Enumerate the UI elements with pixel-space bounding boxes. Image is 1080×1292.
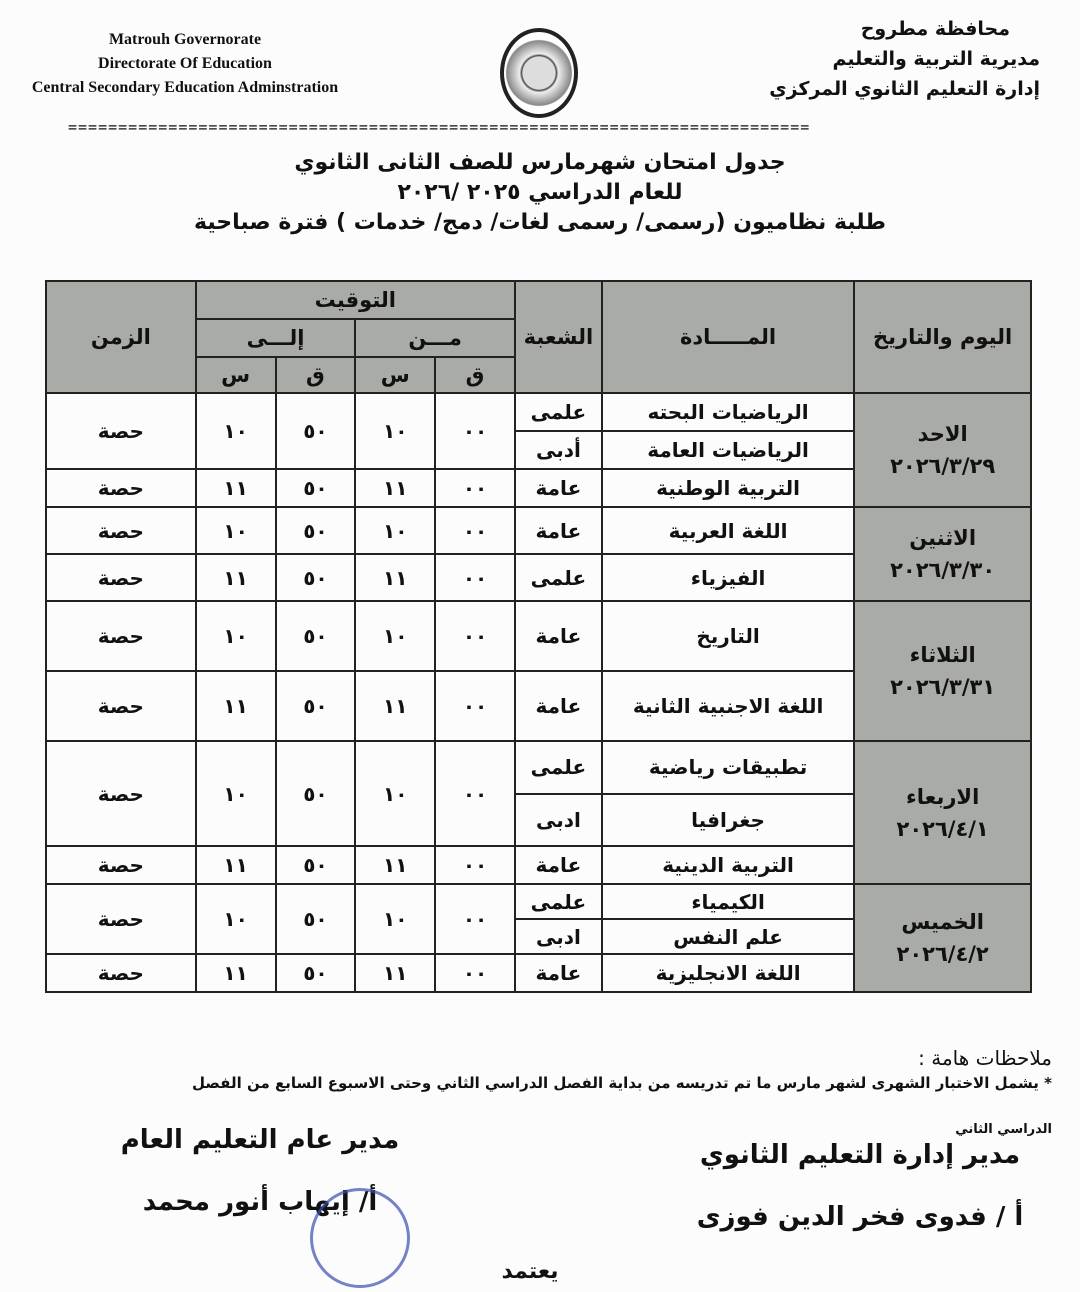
duration-cell: حصة [46, 393, 196, 469]
general-director-name: أ/ إيهاب أنور محمد [142, 1187, 378, 1217]
subject-cell: الكيمياء [602, 884, 854, 919]
official-stamp [310, 1188, 410, 1288]
header-day-date: اليوم والتاريخ [854, 281, 1031, 393]
subject-cell: الرياضيات العامة [602, 431, 854, 469]
english-header [20, 28, 350, 100]
note-line-1: * يشمل الاختبار الشهرى لشهر مارس ما تم تدريسه من بداية الفصل الدراسي الثاني وحتى الاسبوع السابع من الفصل [192, 1074, 1052, 1092]
to-hour-cell: ١١ [196, 954, 276, 992]
to-minute-cell: ٥٠ [276, 884, 356, 954]
table-row [46, 507, 1031, 554]
exam-schedule-table [45, 280, 1032, 993]
header-timing: التوقيت [196, 281, 515, 319]
day-name: الاربعاء [905, 784, 980, 809]
to-hour-cell: ١٠ [196, 741, 276, 846]
exam-date: ٢٠٢٦/٣/٣١ [890, 675, 996, 699]
subject-cell: علم النفس [602, 919, 854, 954]
subject-cell: الرياضيات البحته [602, 393, 854, 431]
from-minute-cell: ٠٠ [435, 393, 515, 469]
duration-cell: حصة [46, 954, 196, 992]
from-hour-cell: ١١ [355, 954, 435, 992]
from-minute-cell: ٠٠ [435, 846, 515, 884]
from-minute-cell: ٠٠ [435, 671, 515, 741]
notes-title: ملاحظات هامة : [918, 1046, 1052, 1070]
title-line-1: جدول امتحان شهرمارس للصف الثانى الثانوي [294, 150, 786, 175]
from-hour-cell: ١١ [355, 554, 435, 601]
subject-cell: اللغة الاجنبية الثانية [602, 671, 854, 741]
from-hour-cell: ١٠ [355, 884, 435, 954]
from-hour-cell: ١١ [355, 469, 435, 507]
from-minute-cell: ٠٠ [435, 469, 515, 507]
secondary-director-signature [695, 1140, 1025, 1232]
day-date-cell [854, 393, 1031, 507]
branch-cell: عامة [515, 846, 602, 884]
secondary-director-name: أ / فدوى فخر الدين فوزى [696, 1202, 1024, 1232]
from-hour-cell: ١١ [355, 846, 435, 884]
branch-cell: علمى [515, 393, 602, 431]
subject-cell: تطبيقات رياضية [602, 741, 854, 794]
branch-cell: ادبى [515, 919, 602, 954]
secondary-director-title: مدير إدارة التعليم الثانوي [699, 1140, 1021, 1170]
subject-cell: التربية الوطنية [602, 469, 854, 507]
branch-cell: ادبى [515, 794, 602, 847]
day-date-cell [854, 601, 1031, 741]
duration-cell: حصة [46, 601, 196, 671]
branch-cell: أدبى [515, 431, 602, 469]
from-minute-cell: ٠٠ [435, 601, 515, 671]
table-row [46, 601, 1031, 671]
from-hour-cell: ١٠ [355, 741, 435, 846]
to-hour-cell: ١١ [196, 554, 276, 601]
administration-ar: إدارة التعليم الثانوي المركزي [769, 78, 1040, 100]
from-hour-cell: ١٠ [355, 507, 435, 554]
to-minute-cell: ٥٠ [276, 393, 356, 469]
from-hour-cell: ١٠ [355, 393, 435, 469]
to-minute-cell: ٥٠ [276, 469, 356, 507]
from-minute-cell: ٠٠ [435, 884, 515, 954]
from-minute-cell: ٠٠ [435, 954, 515, 992]
table-row [46, 884, 1031, 919]
exam-date: ٢٠٢٦/٤/١ [896, 816, 989, 841]
to-hour-cell: ١٠ [196, 601, 276, 671]
subject-cell: اللغة العربية [602, 507, 854, 554]
governorate-en: Matrouh Governorate [108, 31, 262, 48]
duration-cell: حصة [46, 469, 196, 507]
branch-cell: عامة [515, 601, 602, 671]
to-minute-cell: ٥٠ [276, 954, 356, 992]
header-from-hour: س [355, 357, 435, 393]
header-duration: الزمن [46, 281, 196, 393]
header-to-minute: ق [276, 357, 356, 393]
to-minute-cell: ٥٠ [276, 846, 356, 884]
governorate-ar: محافظة مطروح [860, 18, 1010, 40]
exam-date: ٢٠٢٦/٤/٢ [896, 942, 989, 966]
branch-cell: عامة [515, 671, 602, 741]
to-minute-cell: ٥٠ [276, 601, 356, 671]
branch-cell: علمى [515, 741, 602, 794]
general-director-title: مدير عام التعليم العام [120, 1125, 400, 1155]
document-title [0, 148, 1080, 238]
to-hour-cell: ١١ [196, 846, 276, 884]
from-hour-cell: ١٠ [355, 601, 435, 671]
to-minute-cell: ٥٠ [276, 741, 356, 846]
header-to-hour: س [196, 357, 276, 393]
branch-cell: عامة [515, 469, 602, 507]
table-row [46, 741, 1031, 794]
subject-cell: الفيزياء [602, 554, 854, 601]
header-from-minute: ق [435, 357, 515, 393]
duration-cell: حصة [46, 554, 196, 601]
approval-label: يعتمد [501, 1259, 559, 1284]
administration-en: Central Secondary Education Adminstration [31, 79, 339, 96]
header-to: إلـــى [196, 319, 356, 357]
ministry-logo [500, 28, 578, 118]
subject-cell: التربية الدينية [602, 846, 854, 884]
subject-cell: جغرافيا [602, 794, 854, 847]
to-hour-cell: ١١ [196, 671, 276, 741]
day-name: الثلاثاء [909, 643, 976, 667]
duration-cell: حصة [46, 846, 196, 884]
branch-cell: عامة [515, 954, 602, 992]
separator-line: ========================================================================== [68, 118, 811, 136]
notes-section [12, 1046, 1052, 1137]
to-hour-cell: ١٠ [196, 393, 276, 469]
day-date-cell [854, 884, 1031, 992]
duration-cell: حصة [46, 507, 196, 554]
branch-cell: عامة [515, 507, 602, 554]
branch-cell: علمى [515, 884, 602, 919]
duration-cell: حصة [46, 741, 196, 846]
day-name: الاثنين [909, 526, 977, 550]
to-hour-cell: ١١ [196, 469, 276, 507]
from-minute-cell: ٠٠ [435, 554, 515, 601]
duration-cell: حصة [46, 671, 196, 741]
schedule-body [46, 393, 1031, 992]
exam-date: ٢٠٢٦/٣/٢٩ [890, 454, 996, 478]
arabic-header [769, 14, 1040, 104]
branch-cell: علمى [515, 554, 602, 601]
table-row [46, 393, 1031, 431]
title-line-3: طلبة نظاميون (رسمى/ رسمى لغات/ دمج/ خدمات ) فترة صباحية [193, 210, 886, 235]
title-line-2: للعام الدراسي ٢٠٢٥ /٢٠٢٦ [397, 180, 683, 205]
to-minute-cell: ٥٠ [276, 507, 356, 554]
directorate-en: Directorate Of Education [98, 55, 272, 72]
day-name: الاحد [917, 422, 968, 446]
subject-cell: اللغة الانجليزية [602, 954, 854, 992]
duration-cell: حصة [46, 884, 196, 954]
subject-cell: التاريخ [602, 601, 854, 671]
note-line-2: الدراسي الثاني [955, 1122, 1052, 1137]
header-subject: المـــــادة [602, 281, 854, 393]
to-minute-cell: ٥٠ [276, 554, 356, 601]
directorate-ar: مديرية التربية والتعليم [832, 48, 1040, 70]
day-date-cell [854, 507, 1031, 601]
from-minute-cell: ٠٠ [435, 741, 515, 846]
from-minute-cell: ٠٠ [435, 507, 515, 554]
day-name: الخميس [901, 910, 984, 934]
to-minute-cell: ٥٠ [276, 671, 356, 741]
exam-date: ٢٠٢٦/٣/٣٠ [890, 558, 996, 582]
from-hour-cell: ١١ [355, 671, 435, 741]
header-branch: الشعبة [515, 281, 602, 393]
header-from: مـــن [355, 319, 515, 357]
to-hour-cell: ١٠ [196, 884, 276, 954]
day-date-cell [854, 741, 1031, 884]
to-hour-cell: ١٠ [196, 507, 276, 554]
